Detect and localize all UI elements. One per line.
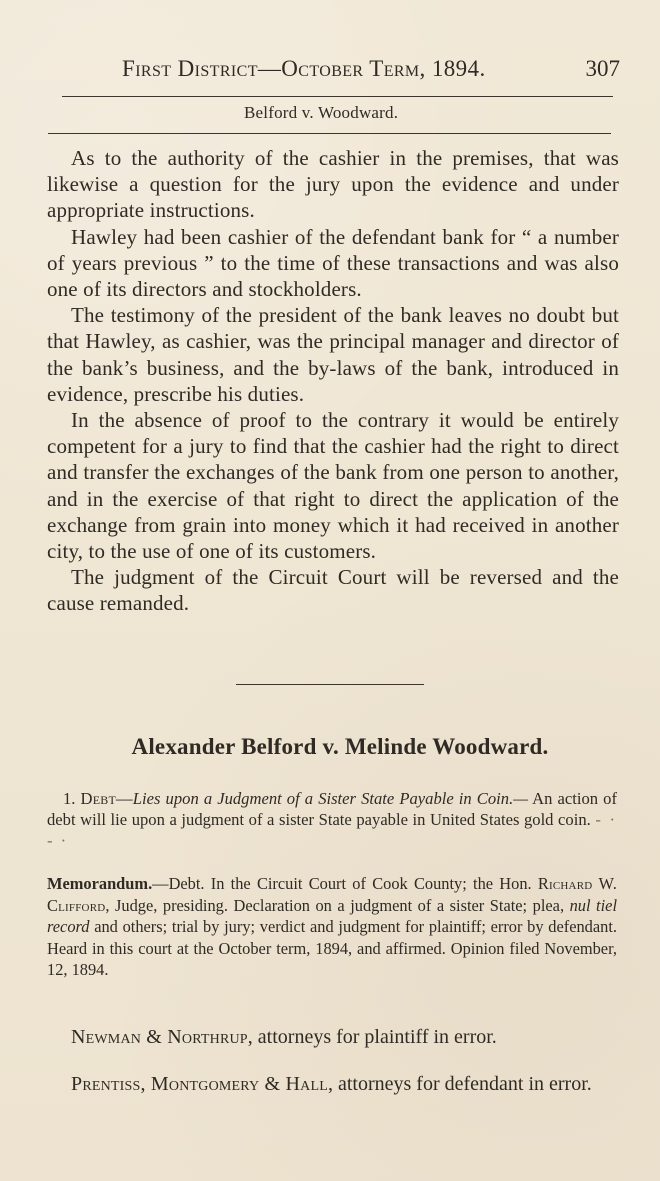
memorandum-text-1: —Debt. In the Circuit Court of Cook County; the Hon. <box>152 874 538 893</box>
memorandum <box>47 873 617 981</box>
opinion-paragraph: Hawley had been cashier of the defendant bank for “ a number of years previous ” to the time of these transactions and was also one of its directors and stockholders. <box>47 224 619 302</box>
syllabus <box>47 788 617 852</box>
top-rule <box>62 96 613 97</box>
case-title: Alexander Belford v. Melinde Woodward. <box>131 734 549 759</box>
opinion-paragraph: The judgment of the Circuit Court will be reversed and the cause remanded. <box>47 565 619 616</box>
memorandum-paragraph <box>47 873 617 981</box>
syllabus-number: 1. <box>63 789 76 808</box>
syllabus-marks: - · - · <box>47 810 617 851</box>
attorneys-plaintiff-names: Newman & Northrup <box>71 1026 248 1048</box>
running-head-text: First District—October Term, 1894. <box>122 56 486 81</box>
opinion-paragraph: In the absence of proof to the contrary it would be entirely competent for a jury to find that the cashier had the right to direct and transfer the exchanges of the bank from one person to another, and in the exercise of that right to direct the application of the exchange from grain into money which it had received in another city, to the use of one of its customers. <box>47 408 619 564</box>
syllabus-headnote: Lies upon a Judgment of a Sister State Payable in Coin.— <box>132 789 528 808</box>
opinion-paragraph: As to the authority of the cashier in the premises, that was likewise a question for the jury upon the evidence and under appropriate instructions. <box>47 146 619 223</box>
syllabus-label: Debt— <box>80 789 133 808</box>
case-head-rule <box>48 133 611 134</box>
memorandum-italic: nul tiel record <box>47 895 617 937</box>
case-head: Belford v. Woodward. <box>244 103 399 122</box>
memorandum-text-3: and others; trial by jury; verdict and judgment for plaintiff; error by defendant. Heard in this court at the October term, 1894, and affirmed. Opinion filed November, 12, 1894. <box>47 917 617 980</box>
page-number: 307 <box>585 56 620 81</box>
syllabus-text: An action of debt will lie upon a judgment of a sister State payable in United States gold coin. <box>47 789 617 830</box>
section-divider <box>236 684 424 685</box>
attorneys-plaintiff-text: , attorneys for plaintiff in error. <box>247 1026 497 1048</box>
running-head <box>122 56 622 82</box>
syllabus-paragraph <box>47 788 617 852</box>
attorneys-defendant <box>47 1071 617 1097</box>
opinion-text <box>47 145 619 617</box>
memorandum-text-2: , Judge, presiding. Declaration on a judgment of a sister State; plea, <box>105 895 570 915</box>
attorneys-defendant-names: Prentiss, Montgomery & Hall <box>71 1073 328 1095</box>
memorandum-judge: Richard W. Clifford <box>47 874 617 915</box>
attorneys-plaintiff <box>47 1024 617 1050</box>
attorneys-defendant-text: , attorneys for defendant in error. <box>327 1073 592 1095</box>
opinion-paragraph: The testimony of the president of the bank leaves no doubt but that Hawley, as cashier, was the principal manager and director of the bank’s business, and the by-laws of the bank, introduced in evidence, prescribe his duties. <box>47 303 619 406</box>
memorandum-label: Memorandum. <box>47 874 153 893</box>
